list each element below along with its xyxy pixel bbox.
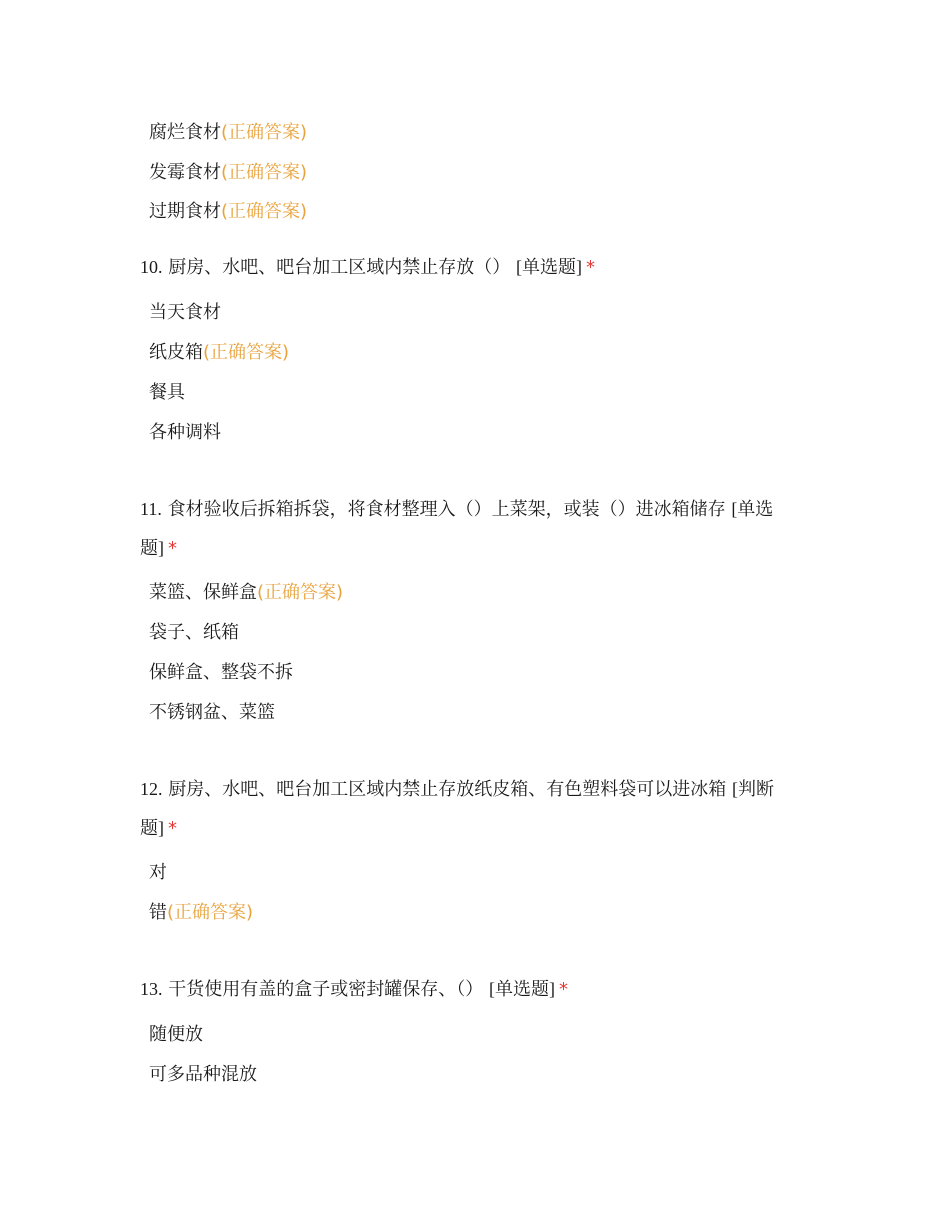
q11-option-3[interactable] — [149, 661, 293, 685]
q11-option-1[interactable] — [149, 581, 343, 605]
q11-option-4[interactable] — [149, 701, 275, 725]
required-mark: * — [558, 979, 568, 1000]
q10-option-1[interactable] — [149, 301, 221, 325]
q13-option-1[interactable] — [149, 1023, 203, 1047]
question-text: 厨房、水吧、吧台加工区域内禁止存放（） — [168, 257, 511, 278]
question-text: 厨房、水吧、吧台加工区域内禁止存放纸皮箱、有色塑料袋可以进冰箱 — [168, 779, 727, 800]
question-text: 干货使用有盖的盒子或密封罐保存、（） — [168, 979, 484, 1000]
question-11-title — [140, 490, 810, 568]
option-label: 当天食材 — [149, 302, 221, 323]
option-prev-2[interactable] — [149, 161, 307, 185]
correct-answer-tag: (正确答案) — [221, 162, 308, 183]
required-mark: * — [585, 257, 595, 278]
question-text: 食材验收后拆箱拆袋，将食材整理入（）上菜架，或装（）进冰箱储存 — [167, 499, 726, 520]
q12-option-1[interactable] — [149, 861, 167, 885]
question-number: 10. — [140, 257, 163, 277]
option-label: 各种调料 — [149, 422, 221, 443]
option-label: 对 — [149, 862, 167, 883]
option-label: 随便放 — [149, 1024, 203, 1045]
option-label: 餐具 — [149, 382, 185, 403]
question-type: [单选题] — [140, 499, 774, 558]
q11-option-2[interactable] — [149, 621, 239, 645]
correct-answer-tag: (正确答案) — [167, 902, 254, 923]
question-type: [判断题] — [140, 779, 774, 838]
q10-option-4[interactable] — [149, 421, 221, 445]
question-number: 12. — [140, 779, 163, 799]
required-mark: * — [168, 538, 177, 559]
option-label: 可多品种混放 — [149, 1064, 257, 1085]
option-label: 纸皮箱 — [149, 342, 203, 363]
correct-answer-tag: (正确答案) — [257, 582, 344, 603]
option-label: 不锈钢盆、菜篮 — [149, 702, 275, 723]
option-label: 错 — [149, 902, 167, 923]
q12-option-2[interactable] — [149, 901, 253, 925]
option-label: 腐烂食材 — [149, 122, 221, 143]
required-mark: * — [168, 818, 177, 839]
option-label: 菜篮、保鲜盒 — [149, 582, 257, 603]
option-prev-3[interactable] — [149, 200, 307, 224]
question-12-title — [140, 770, 810, 848]
question-13-title — [140, 970, 810, 1009]
option-label: 过期食材 — [149, 201, 221, 222]
correct-answer-tag: (正确答案) — [221, 122, 308, 143]
q13-option-2[interactable] — [149, 1063, 257, 1087]
option-label: 袋子、纸箱 — [149, 622, 239, 643]
question-type: [单选题] — [488, 979, 555, 999]
question-10-title — [140, 248, 810, 287]
option-prev-1[interactable] — [149, 121, 307, 145]
correct-answer-tag: (正确答案) — [203, 342, 290, 363]
option-label: 发霉食材 — [149, 162, 221, 183]
question-type: [单选题] — [515, 257, 582, 277]
option-label: 保鲜盒、整袋不拆 — [149, 662, 293, 683]
q10-option-2[interactable] — [149, 341, 289, 365]
correct-answer-tag: (正确答案) — [221, 201, 308, 222]
question-number: 11. — [140, 499, 162, 519]
question-number: 13. — [140, 979, 163, 999]
q10-option-3[interactable] — [149, 381, 185, 405]
